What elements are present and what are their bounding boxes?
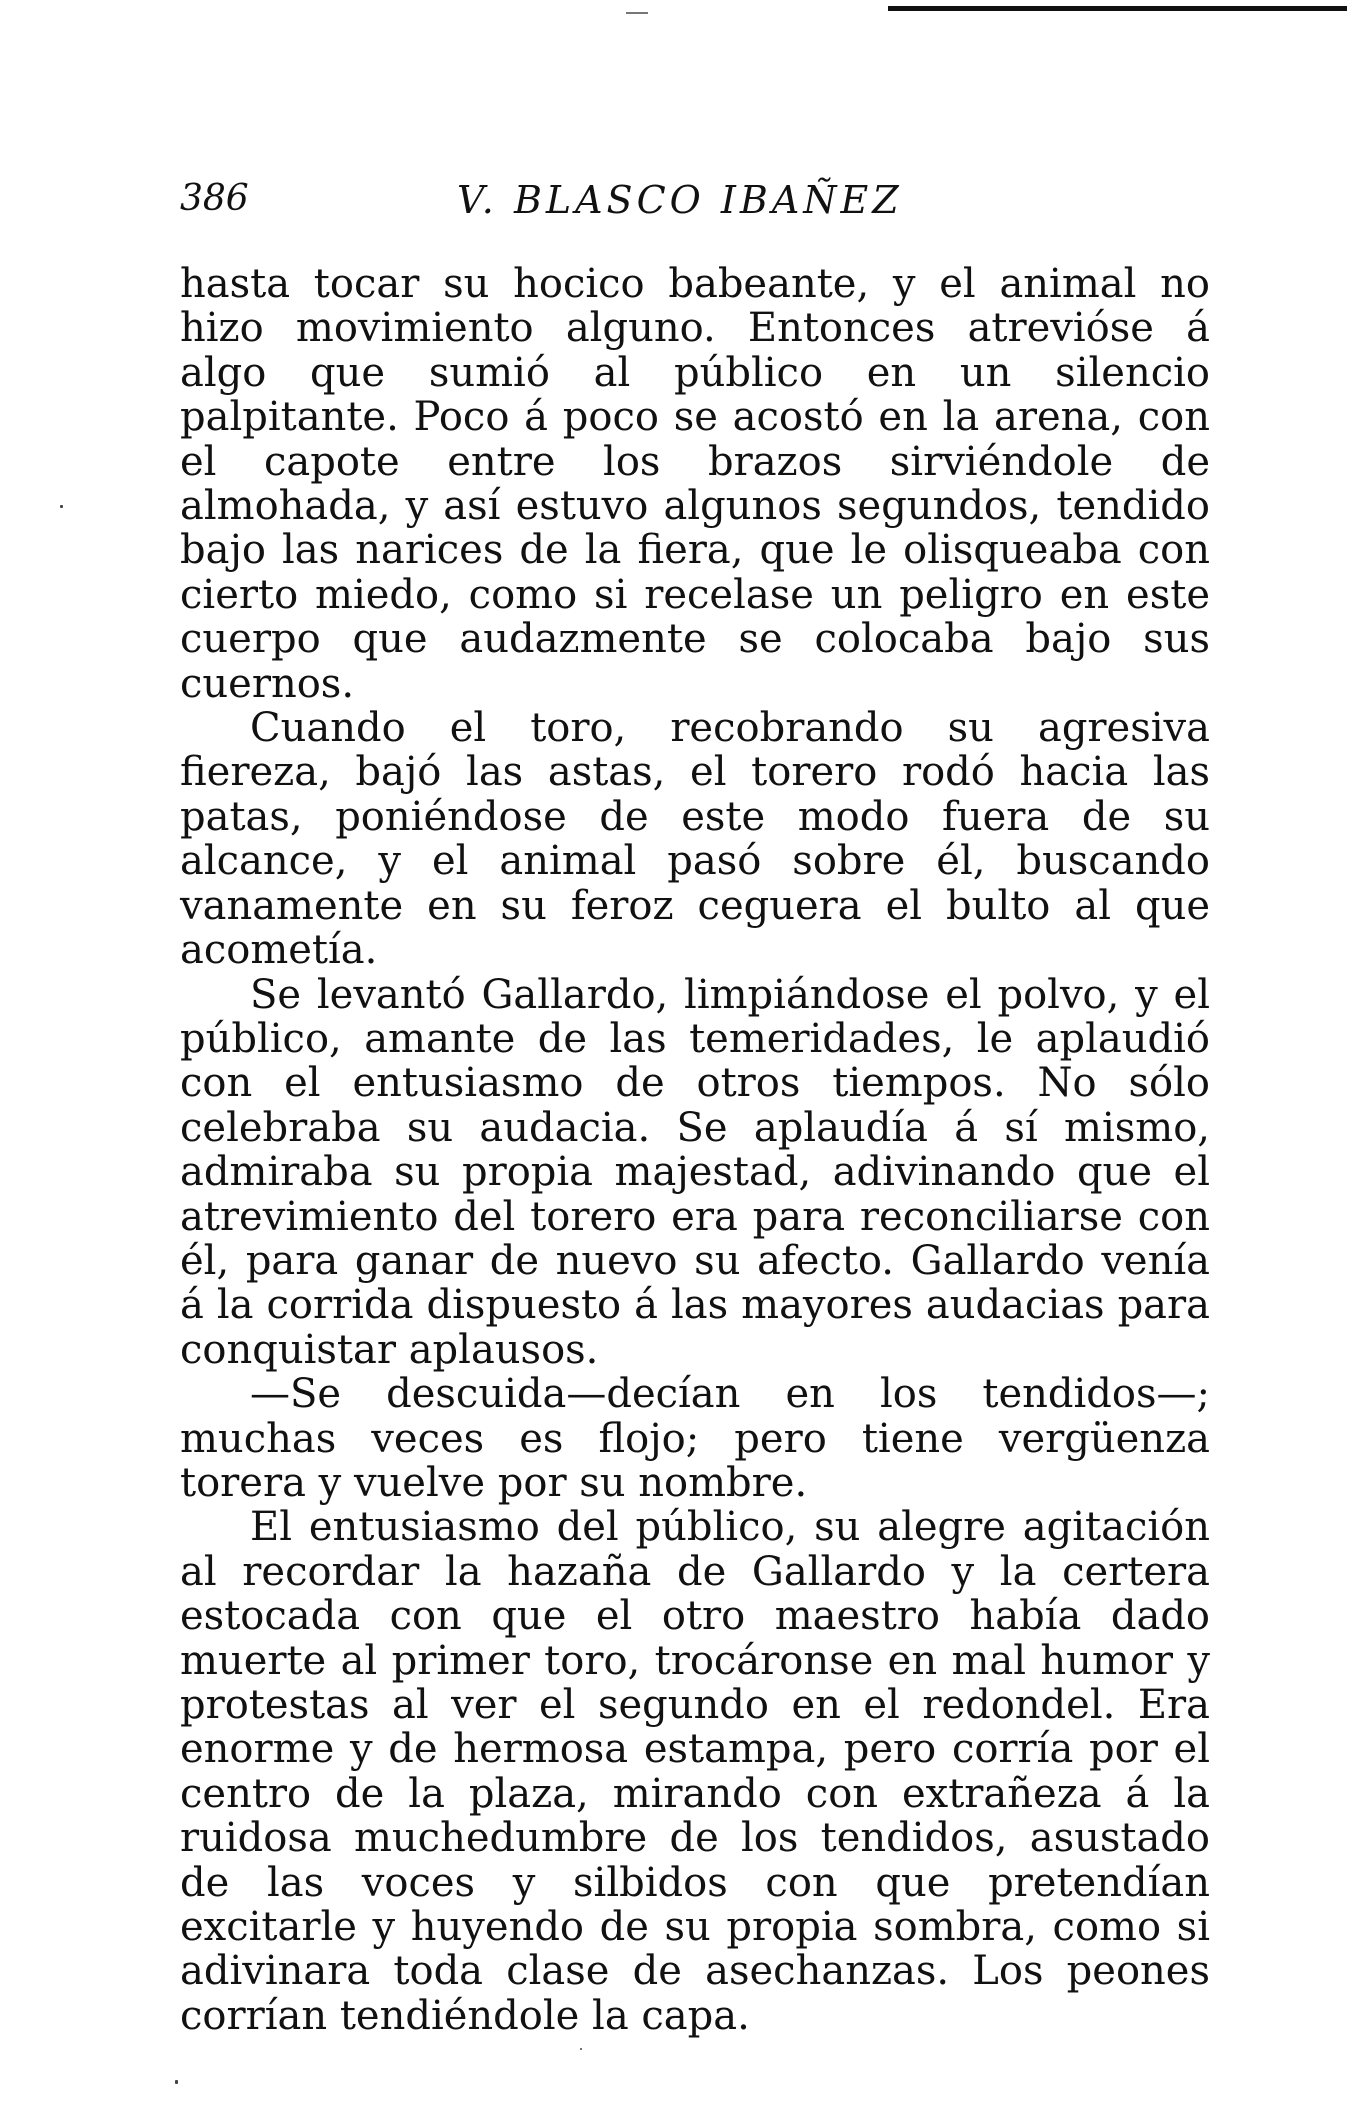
running-head-author: V. BLASCO IBAÑEZ <box>457 178 903 222</box>
page-number: 386 <box>180 178 249 219</box>
paper-speck <box>580 2048 582 2050</box>
paper-speck <box>60 505 63 508</box>
paragraph: —Se descuida—decían en los tendidos—; muchas veces es flojo; pero tiene vergüenza torera y vuelve por su nombre. <box>180 1371 1210 1506</box>
paragraph: hasta tocar su hocico babeante, y el animal no hizo movimiento alguno. Entonces atrevióse á algo que sumió al público en un silencio palpitante. Poco á poco se acostó en la arena, con el capote entre los brazos sirviéndole de almohada, y así estuvo algunos segundos, tendido bajo las narices de la fiera, que le olisqueaba con cierto miedo, como si recelase un peligro en este cuerpo que audazmente se colocaba bajo sus cuernos. <box>180 261 1210 707</box>
top-edge-rule <box>888 6 1347 11</box>
paragraph: El entusiasmo del público, su alegre agitación al recordar la hazaña de Gallardo y la certera estocada con que el otro maestro había dado muerte al primer toro, trocáronse en mal humor y protestas al ver el segundo en el redondel. Era enorme y de hermosa estampa, pero corría por el centro de la plaza, mirando con extrañeza á la ruidosa muchedumbre de los tendidos, asustado de las voces y silbidos con que pretendían excitarle y huyendo de su propia sombra, como si adivinara toda clase de asechanzas. Los peones corrían tendiéndole la capa. <box>180 1504 1210 2039</box>
top-edge-speck <box>626 12 648 14</box>
paragraph: Cuando el toro, recobrando su agresiva fiereza, bajó las astas, el torero rodó hacia las patas, poniéndose de este modo fuera de su alcance, y el animal pasó sobre él, buscando vanamente en su feroz ceguera el bulto al que acometía. <box>180 705 1210 974</box>
paragraph: Se levantó Gallardo, limpiándose el polvo, y el público, amante de las temeridades, le aplaudió con el entusiasmo de otros tiempos. No sólo celebraba su audacia. Se aplaudía á sí mismo, admiraba su propia majestad, adivinando que el atrevimiento del torero era para reconciliarse con él, para ganar de nuevo su afecto. Gallardo venía á la corrida dispuesto á las mayores audacias para conquistar aplausos. <box>180 971 1210 1373</box>
book-page <box>180 170 1210 2038</box>
running-head <box>180 170 1210 230</box>
paper-speck <box>175 2080 178 2084</box>
body-text <box>180 262 1210 2038</box>
